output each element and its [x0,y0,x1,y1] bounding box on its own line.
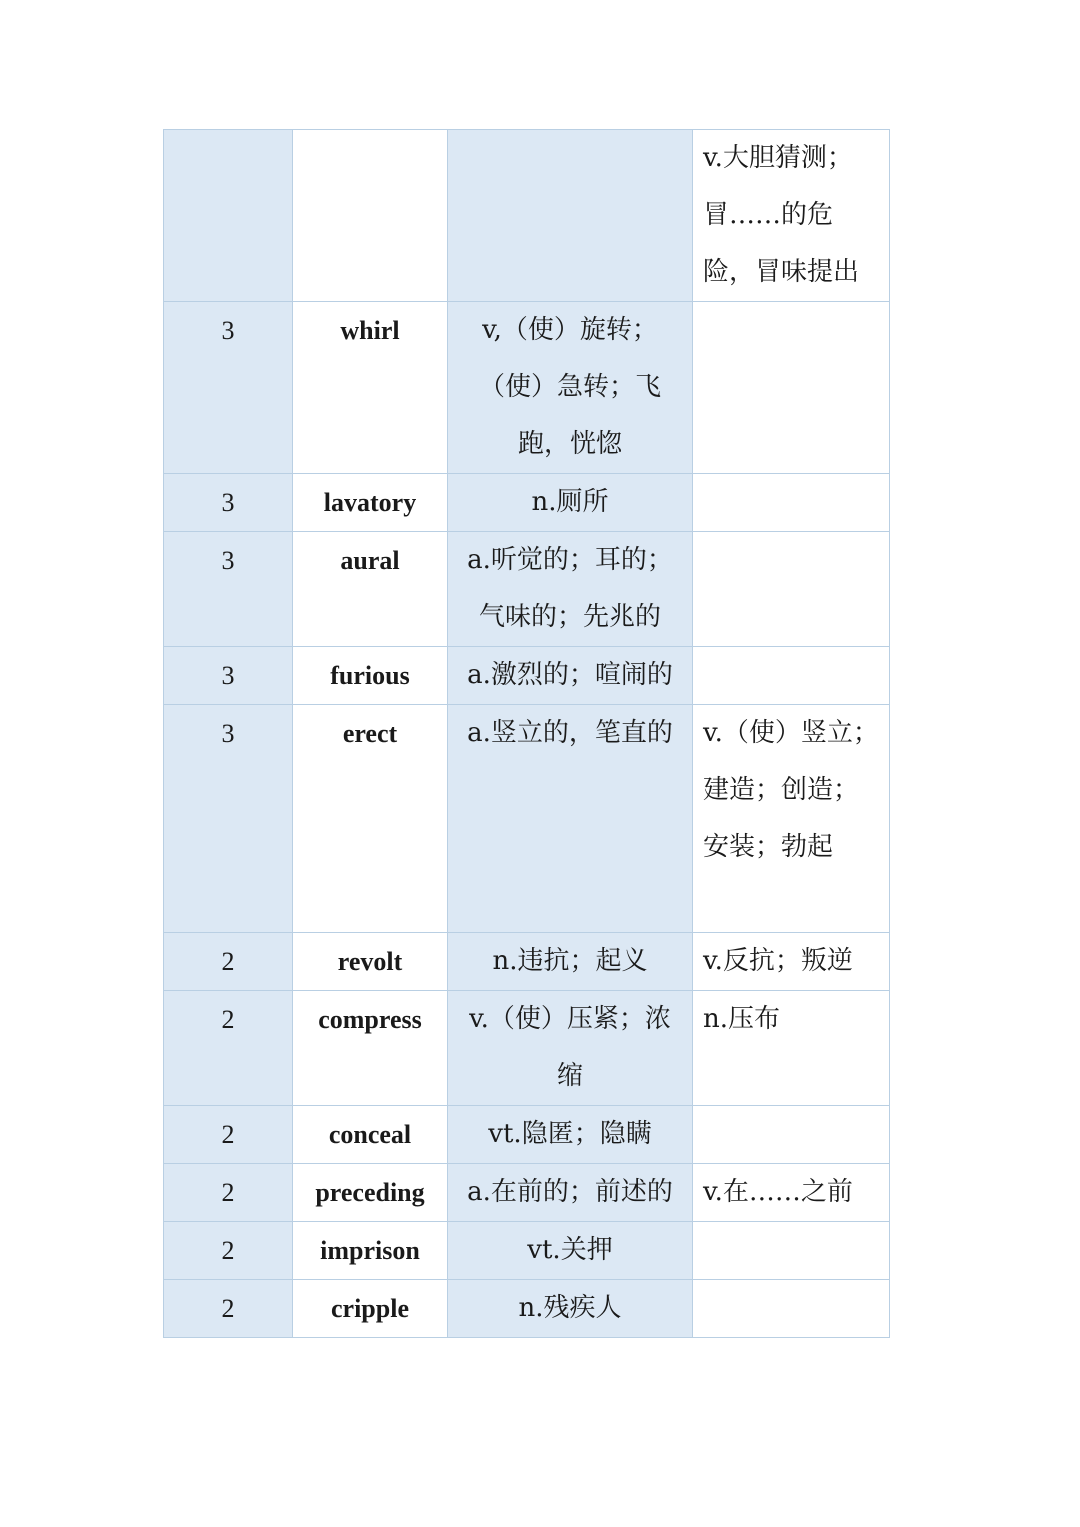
meaning-cell: v,（使）旋转；（使）急转；飞跑，恍惚 [448,302,693,474]
other-meaning-cell [693,532,890,647]
word-cell: whirl [293,302,448,474]
frequency-cell: 2 [164,933,293,991]
other-meaning-cell: v.（使）竖立；建造；创造；安装；勃起 [693,705,890,933]
frequency-cell: 3 [164,705,293,933]
word-cell: furious [293,647,448,705]
meaning-cell: n.违抗；起义 [448,933,693,991]
other-meaning-cell [693,474,890,532]
word-cell: lavatory [293,474,448,532]
table-row [164,1222,890,1280]
other-meaning-cell: v.反抗；叛逆 [693,933,890,991]
word-cell: aural [293,532,448,647]
frequency-cell: 3 [164,302,293,474]
frequency-cell: 3 [164,647,293,705]
meaning-cell: a.激烈的；喧闹的 [448,647,693,705]
table-row [164,705,890,933]
other-meaning-cell: v.大胆猜测；冒……的危险，冒味提出 [693,130,890,302]
meaning-cell: vt.关押 [448,1222,693,1280]
meaning-cell [448,130,693,302]
word-cell [293,130,448,302]
table-row [164,647,890,705]
table-row [164,1164,890,1222]
other-meaning-cell [693,302,890,474]
word-cell: compress [293,991,448,1106]
meaning-cell: a.竖立的，笔直的 [448,705,693,933]
word-cell: revolt [293,933,448,991]
table-row [164,933,890,991]
word-cell: conceal [293,1106,448,1164]
other-meaning-cell: n.压布 [693,991,890,1106]
other-meaning-cell [693,1106,890,1164]
frequency-cell: 3 [164,532,293,647]
word-cell: preceding [293,1164,448,1222]
table-row [164,130,890,302]
word-cell: imprison [293,1222,448,1280]
table-row [164,302,890,474]
meaning-cell: n.厕所 [448,474,693,532]
table-row [164,532,890,647]
frequency-cell [164,130,293,302]
frequency-cell: 2 [164,1280,293,1338]
other-meaning-cell [693,1222,890,1280]
other-meaning-cell: v.在……之前 [693,1164,890,1222]
table-row [164,991,890,1106]
table-row [164,1106,890,1164]
frequency-cell: 2 [164,1164,293,1222]
other-meaning-cell [693,1280,890,1338]
meaning-cell: a.在前的；前述的 [448,1164,693,1222]
word-cell: cripple [293,1280,448,1338]
meaning-cell: v.（使）压紧；浓缩 [448,991,693,1106]
meaning-cell: n.残疾人 [448,1280,693,1338]
table-row [164,1280,890,1338]
frequency-cell: 2 [164,1222,293,1280]
table-row [164,474,890,532]
vocabulary-table [163,129,890,1338]
frequency-cell: 3 [164,474,293,532]
meaning-cell: a.听觉的；耳的；气味的；先兆的 [448,532,693,647]
other-meaning-cell [693,647,890,705]
frequency-cell: 2 [164,1106,293,1164]
frequency-cell: 2 [164,991,293,1106]
word-cell: erect [293,705,448,933]
meaning-cell: vt.隐匿；隐瞒 [448,1106,693,1164]
